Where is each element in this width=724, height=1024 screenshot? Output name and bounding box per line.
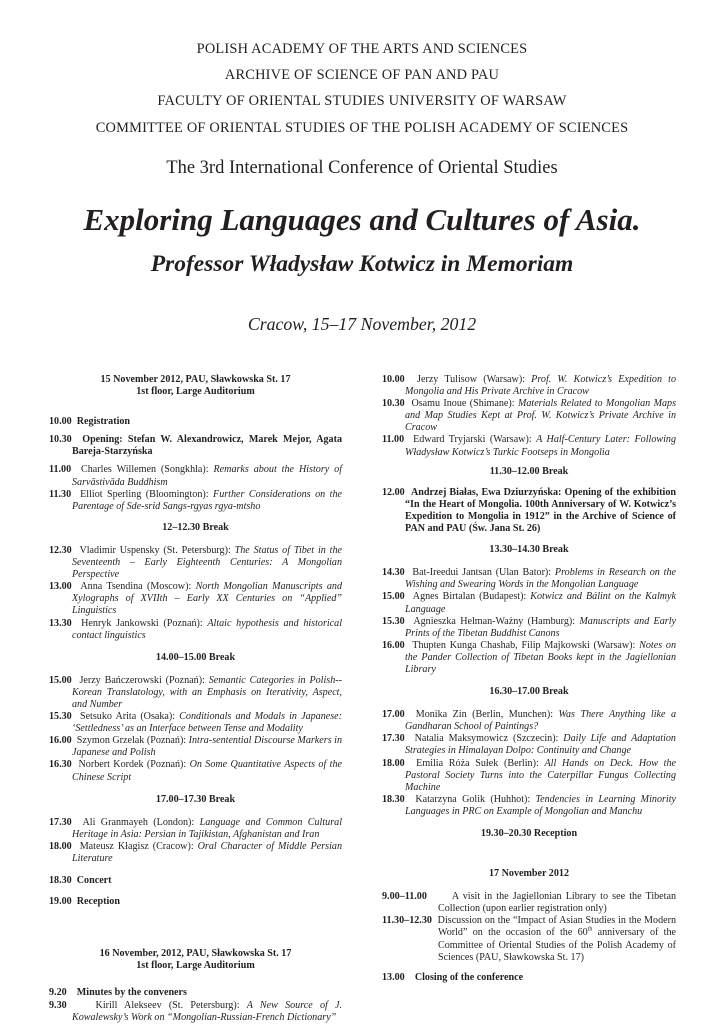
program-item: 12.30 Vladimir Uspensky (St. Petersburg): The Status of Tibet in the Seventeenth – Early Eighteenth Centuries: A Mongolian Perspective: [49, 544, 342, 581]
exhibition-opening: 12.00 Andrzej Białas, Ewa Dziurzyńska: Opening of the exhibition “In the Heart of Mongolia. 100th Anniversary of W. Kotwicz’s Expedition to Mongolia in 1912” in the Archive of Science of PAN and PAU (Św. Jana St. 26): [382, 486, 676, 535]
program-item: 13.00 Anna Tsendina (Moscow): North Mongolian Manuscripts and Xylographs of XVIIth – Early XX Centuries on “Applied” Linguistics: [49, 581, 342, 617]
program-item: 17.00 Monika Zin (Berlin, Munchen): Was There Anything like a Gandharan School of Paintings?: [382, 709, 676, 733]
program-item: 15.00 Agnes Birtalan (Budapest): Kotwicz and Bálint on the Kalmyk Language: [382, 591, 677, 615]
break-heading: 14.00–15.00 Break: [155, 651, 236, 663]
day1-session-3: [49, 545, 342, 642]
break-heading: 13.30–14.30 Break: [489, 544, 569, 556]
break-heading: 12–12.30 Break: [162, 521, 229, 533]
day1-session-4: [49, 675, 342, 784]
program-item: 9.20 Minutes by the conveners: [49, 987, 187, 999]
left-column: [49, 374, 342, 1024]
program-item: 18.30 Concert: [49, 875, 112, 887]
program-item: 15.00 Jerzy Bańczerowski (Poznań): Semantic Categories in Polish--Korean Translatology, with an Emphasis on Iterativity, Aspect, and Number: [49, 674, 342, 710]
right-column: [382, 374, 676, 984]
program-item: 13.00 Closing of the conference: [382, 971, 524, 983]
program-item: 10.00 Jerzy Tulisow (Warsaw): Prof. W. Kotwicz’s Expedition to Mongolia and His Private Archive in Cracow: [382, 374, 677, 398]
program-item: 11.00 Edward Tryjarski (Warsaw): A Half-Century Later: Following Władysław Kotwicz’s Turkic Footseps in Mongolia: [382, 434, 677, 458]
day1-session-5: [49, 817, 342, 865]
program-item: 16.00 Szymon Grzelak (Poznań): Intra-sentential Discourse Markers in Japanese and Polish: [49, 735, 343, 759]
org-line-3: FACULTY OF ORIENTAL STUDIES UNIVERSITY OF WARSAW: [157, 93, 567, 109]
day1-subheading: 1st floor, Large Auditorium: [136, 386, 255, 398]
org-line-4: COMMITTEE OF ORIENTAL STUDIES OF THE POLISH ACADEMY OF SCIENCES: [95, 120, 629, 136]
program-item: 10.30 Osamu Inoue (Shimane): Materials Related to Mongolian Maps and Map Studies Kept at Prof. W. Kotwicz’s Private Archive in Cracow: [382, 398, 677, 434]
conference-subtitle: Professor Władysław Kotwicz in Memoriam: [150, 251, 574, 277]
program-item: 17.30 Natalia Maksymowicz (Szczecin): Daily Life and Adaptation Strategies in Himalayan Dolpo: Continuity and Change: [382, 733, 676, 757]
break-heading: 11.30–12.00 Break: [489, 465, 569, 477]
program-item: 18.00 Emilia Róża Sułek (Berlin): All Hands on Deck. How the Pastoral Society Turns into the Caterpillar Fungus Collecting Machine: [382, 757, 676, 793]
program-item: 16.30 Norbert Kordek (Poznań): On Some Quantitative Aspects of the Chinese Script: [49, 759, 343, 783]
program-item: 11.30–12.30 Discussion on the “Impact of Asian Studies in the Modern World” on the occasion of the 60th anniversary of the Committee of Oriental Studies of the Polish Academy of Sciences (PAU, Sławkowska St. 17): [382, 915, 676, 963]
reception-heading: 19.30–20.30 Reception: [480, 828, 578, 839]
program-item: 18.30 Katarzyna Golik (Huhhot): Tendencies in Learning Minority Languages in PRC on Example of Mongolian and Manchu: [382, 793, 677, 817]
day2-subheading: 1st floor, Large Auditorium: [136, 960, 255, 972]
conference-name: The 3rd International Conference of Oriental Studies: [166, 158, 558, 178]
program-item: 17.30 Ali Granmayeh (London): Language and Common Cultural Heritage in Asia: Persian in Tajikistan, Afghanistan and Iran: [49, 816, 342, 840]
program-item: 10.00 Registration: [49, 416, 131, 428]
day2-heading: 16 November, 2012, PAU, Sławkowska St. 17: [99, 948, 292, 960]
day3-heading: 17 November 2012: [489, 868, 569, 880]
program-item: 11.00 Charles Willemen (Songkhla): Remarks about the History of Sarvāstivāda Buddhism: [49, 464, 343, 488]
program-item: 9.30 Kirill Alekseev (St. Petersburg): A New Source of J. Kowalewsky’s Work on “Mongolian-Russian-French Dictionary”: [49, 999, 343, 1023]
break-heading: 17.00–17.30 Break: [155, 793, 236, 805]
org-line-2: ARCHIVE OF SCIENCE OF PAN AND PAU: [224, 67, 500, 83]
day2-session-2: [382, 567, 676, 676]
day1-evening: [49, 875, 342, 908]
program-item: 13.30 Henryk Jankowski (Poznań): Altaic hypothesis and historical contact linguistics: [49, 617, 343, 641]
program-item: 15.30 Setsuko Arita (Osaka): Conditionals and Modals in Japanese: ‘Settledness’ as an Interface between Tense and Modality: [49, 711, 343, 735]
program-item: 11.30 Elliot Sperling (Bloomington): Further Considerations on the Parentage of Sde-srid Sangs-rgyas rgya-mtsho: [49, 488, 343, 512]
program-item: 9.00–11.00 A visit in the Jagiellonian Library to see the Tibetan Collection (upon earlier registration only): [382, 891, 676, 915]
program-item: 14.30 Bat-Ireedui Jantsan (Ulan Bator): Problems in Research on the Wishing and Swearing Words in the Mongolian Language: [382, 567, 676, 591]
program-item: 10.30 Opening: Stefan W. Alexandrowicz, Marek Mejor, Agata Bareja-Starzyńska: [49, 434, 343, 458]
day1-session-opening: [49, 416, 342, 458]
program-item: 16.00 Thupten Kunga Chashab, Filip Majkowski (Warsaw): Notes on the Pander Collection of Tibetan Books kept in the Jagiellonian Library: [382, 639, 676, 675]
day1-heading: 15 November 2012, PAU, Sławkowska St. 17: [100, 374, 291, 385]
day1-session-2: [49, 464, 342, 512]
day2-morning: [49, 987, 342, 1023]
org-line-1: POLISH ACADEMY OF THE ARTS AND SCIENCES: [196, 41, 528, 57]
program-item: 15.30 Agnieszka Helman-Ważny (Hamburg): Manuscripts and Early Prints of the Tibetan Buddhist Canons: [382, 615, 676, 639]
conference-title: Exploring Languages and Cultures of Asia.: [83, 202, 641, 237]
day2-session-3: [382, 709, 676, 818]
break-heading: 16.30–17.00 Break: [489, 686, 569, 698]
day2-session-1: [382, 374, 676, 459]
program-item: 19.00 Reception: [49, 896, 120, 908]
place-and-date: Cracow, 15–17 November, 2012: [247, 314, 477, 334]
day3-program: [382, 891, 676, 984]
program-item: 18.00 Mateusz Kłagisz (Cracow): Oral Character of Middle Persian Literature: [49, 840, 342, 864]
